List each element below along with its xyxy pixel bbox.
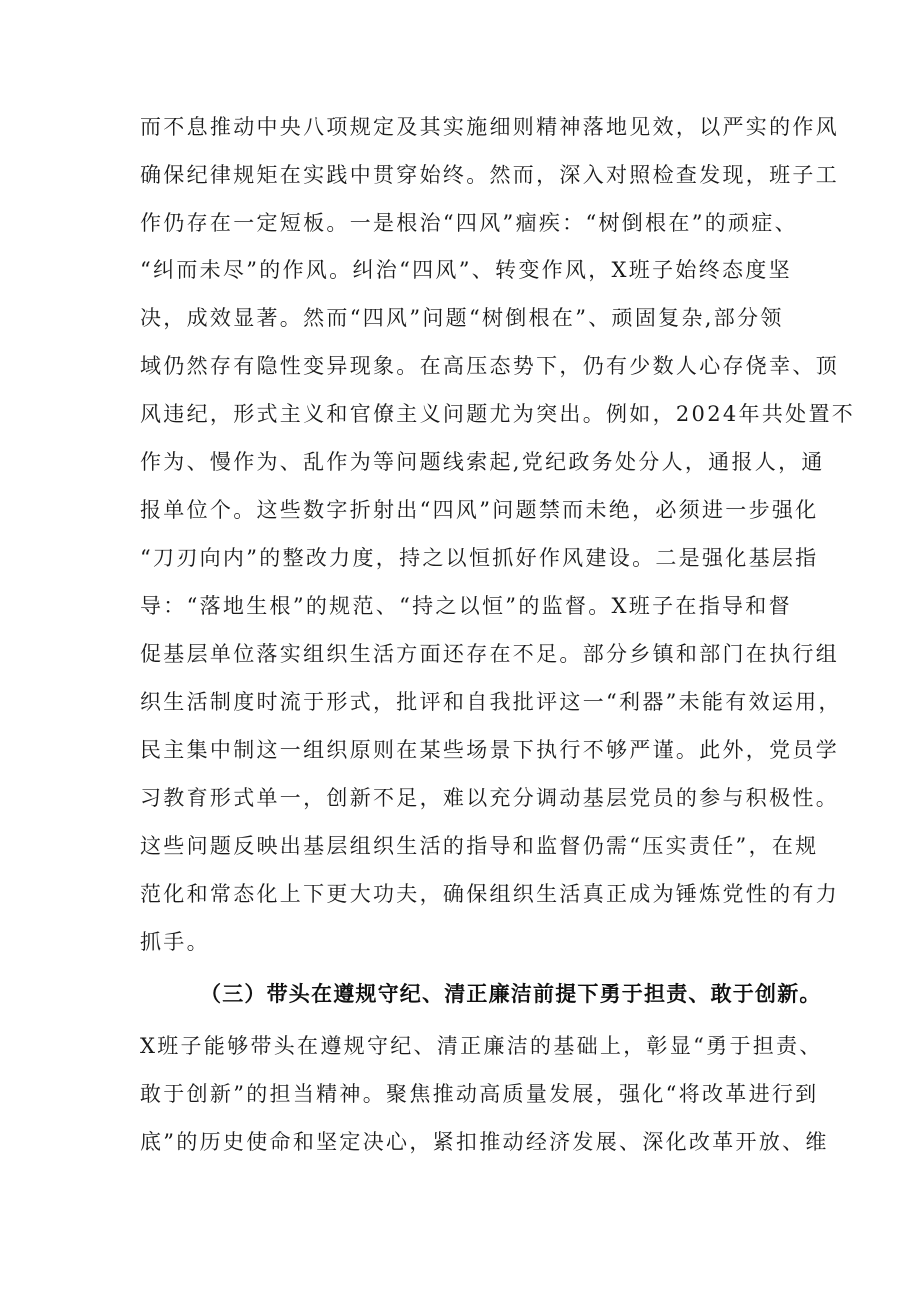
body-text-line: 促基层单位落实组织生活方面还存在不足。部分乡镇和部门在执行组 — [140, 642, 839, 666]
body-text-line: 风违纪，形式主义和官僚主义问题尤为突出。例如，2024年共处置不 — [140, 402, 856, 426]
body-text-line: 域仍然存有隐性变异现象。在高压态势下，仍有少数人心存侥幸、顶 — [140, 354, 839, 378]
body-text-line: 抓手。 — [140, 930, 210, 954]
body-text-line: 决，成效显著。然而“四风”问题“树倒根在”、顽固复杂,部分领 — [140, 306, 784, 330]
body-text-line: 作为、慢作为、乱作为等问题线索起,党纪政务处分人，通报人，通 — [140, 450, 825, 474]
body-text-line: 而不息推动中央八项规定及其实施细则精神落地见效，以严实的作风 — [140, 115, 839, 139]
body-text-line: 织生活制度时流于形式，批评和自我批评这一“利器”未能有效运用， — [140, 690, 842, 714]
body-text-line: 导：“落地生根”的规范、“持之以恒”的监督。X班子在指导和督 — [140, 594, 792, 618]
body-text-line: 敢于创新”的担当精神。聚焦推动高质量发展，强化“将改革进行到 — [140, 1082, 819, 1106]
body-text-line: “刀刃向内”的整改力度，持之以恒抓好作风建设。二是强化基层指 — [140, 546, 819, 570]
body-text-line: “纠而未尽”的作风。纠治“四风”、转变作风，X班子始终态度坚 — [140, 258, 792, 282]
body-text-line: 底”的历史使命和坚定决心，紧扣推动经济发展、深化改革开放、维 — [140, 1130, 829, 1154]
section-heading: （三）带头在遵规守纪、清正廉洁前提下勇于担责、敢于创新。 — [200, 982, 822, 1006]
body-text-line: 确保纪律规矩在实践中贯穿始终。然而，深入对照检查发现，班子工 — [140, 163, 839, 187]
body-text-line: 报单位个。这些数字折射出“四风”问题禁而未绝，必须进一步强化 — [140, 498, 819, 522]
body-text-line: 习教育形式单一，创新不足，难以充分调动基层党员的参与积极性。 — [140, 786, 839, 810]
body-text-line: 这些问题反映出基层组织生活的指导和监督仍需“压实责任”，在规 — [140, 834, 819, 858]
body-text-line: 民主集中制这一组织原则在某些场景下执行不够严谨。此外，党员学 — [140, 738, 839, 762]
body-text-line: 作仍存在一定短板。一是根治“四风”痼疾：“树倒根在”的顽症、 — [140, 211, 798, 235]
body-text-line: X班子能够带头在遵规守纪、清正廉洁的基础上，彰显“勇于担责、 — [140, 1034, 823, 1058]
body-text-line: 范化和常态化上下更大功夫，确保组织生活真正成为锤炼党性的有力 — [140, 882, 839, 906]
